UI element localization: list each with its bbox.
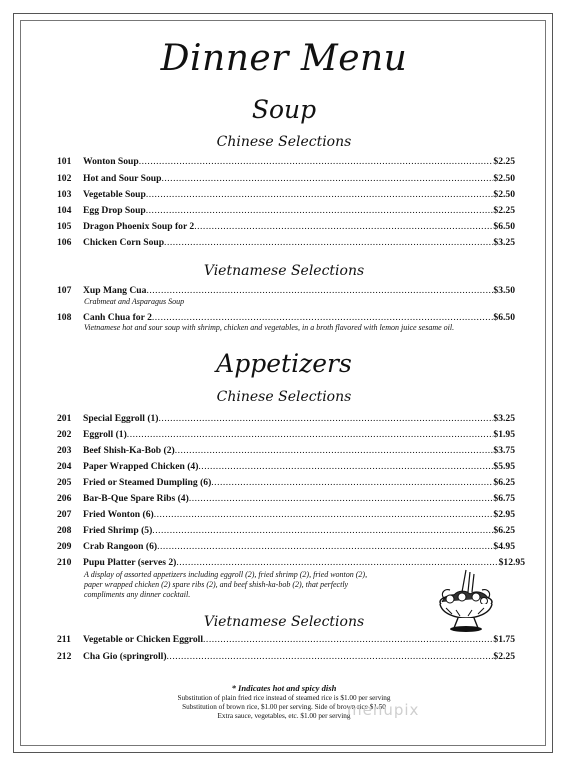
- subheading-appetizers-vietnamese: Vietnamese Selections: [203, 614, 365, 630]
- footer-line: Substitution of brown rice, $1.00 per serving. Side of brown rice $1.50: [182, 703, 386, 711]
- menu-item: 106 Chicken Corn Soup ..... $3.25: [57, 236, 515, 250]
- menu-item: 212 Cha Gio (springroll) ..... $2.25: [57, 650, 515, 664]
- footer-line: Extra sauce, vegetables, etc. $1.00 per serving: [217, 712, 351, 720]
- menu-item: 102 Hot and Sour Soup ..... $2.50: [57, 172, 515, 186]
- menu-item: 107 Xup Mang Cua ..... $3.50: [57, 284, 515, 298]
- item-description: compliments any dinner cocktail.: [84, 590, 191, 599]
- menu-item: 210 Pupu Platter (serves 2) ..... $12.95: [57, 556, 525, 570]
- section-heading-soup: Soup: [251, 95, 317, 124]
- item-description: paper wrapped chicken (2) spare ribs (2), and beef shish-ka-bob (2), that perfectly: [84, 580, 349, 589]
- menu-item: 208 Fried Shrimp (5) ..... $6.25: [57, 524, 515, 538]
- section-heading-appetizers: Appetizers: [216, 349, 352, 378]
- item-description: A display of assorted appetizers including eggroll (2), fried shrimp (2), fried wonton (2),: [84, 570, 368, 579]
- menu-item: 203 Beef Shish-Ka-Bob (2) ..... $3.75: [57, 444, 515, 458]
- menu-item: 209 Crab Rangoon (6) ..... $4.95: [57, 540, 515, 554]
- footer-line: Substitution of plain fried rice instead of steamed rice is $1.00 per serving: [177, 694, 391, 702]
- subheading-soup-vietnamese: Vietnamese Selections: [203, 263, 365, 279]
- menu-item: 104 Egg Drop Soup ..... $2.25: [57, 204, 515, 218]
- item-description: Vietnamese hot and sour soup with shrimp, chicken and vegetables, in a broth flavored with lemon juice sesame oil.: [84, 323, 455, 332]
- menu-item: 205 Fried or Steamed Dumpling (6) ..... $6.25: [57, 476, 515, 490]
- footer-spicy-note: * Indicates hot and spicy dish: [231, 683, 337, 693]
- menu-item: 101 Wonton Soup ..... $2.25: [57, 155, 515, 169]
- menu-item: 202 Eggroll (1) ..... $1.95: [57, 428, 515, 442]
- menu-item: 211 Vegetable or Chicken Eggroll ..... $1.75: [57, 633, 515, 647]
- watermark: menupix: [347, 701, 420, 719]
- menu-item: 201 Special Eggroll (1) ..... $3.25: [57, 412, 515, 426]
- menu-item: 105 Dragon Phoenix Soup for 2 ..... $6.50: [57, 220, 515, 234]
- menu-item: 103 Vegetable Soup ..... $2.50: [57, 188, 515, 202]
- menu-item: 206 Bar-B-Que Spare Ribs (4) ..... $6.75: [57, 492, 515, 506]
- menu-item: 207 Fried Wonton (6) ..... $2.95: [57, 508, 515, 522]
- subheading-appetizers-chinese: Chinese Selections: [216, 389, 352, 405]
- menu-title: Dinner Menu: [160, 38, 408, 79]
- item-description: Crabmeat and Asparagus Soup: [84, 297, 185, 306]
- subheading-soup-chinese: Chinese Selections: [216, 134, 352, 150]
- menu-item: 204 Paper Wrapped Chicken (4) ..... $5.95: [57, 460, 515, 474]
- menu-item: 108 Canh Chua for 2 ..... $6.50: [57, 311, 515, 325]
